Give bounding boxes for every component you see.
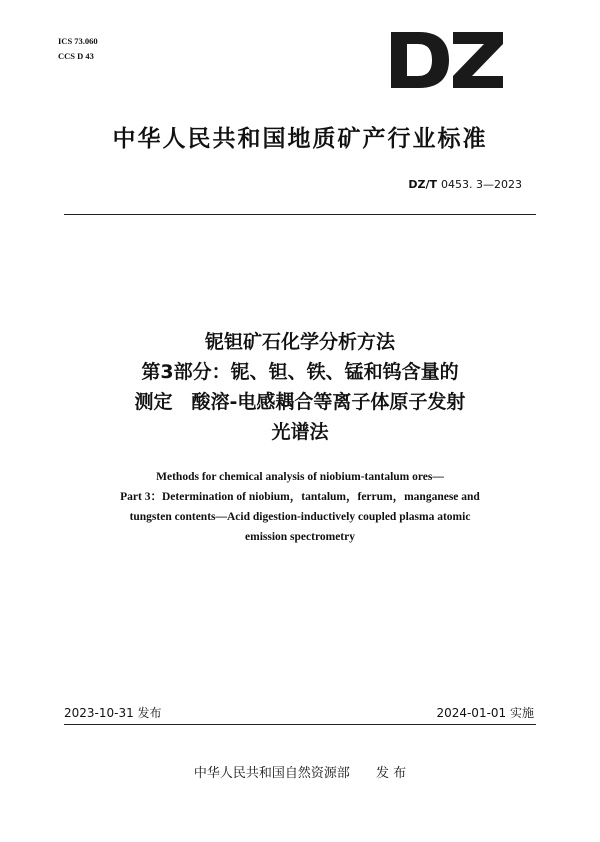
english-title-line: Part 3：Determination of niobium，tantalum，ferrum，manganese and: [120, 491, 480, 503]
dz-logo: [389, 30, 505, 90]
publisher: [0, 762, 600, 781]
standard-category-title: 中华人民共和国地质矿产行业标准: [112, 126, 488, 152]
standard-prefix: DZ/T: [408, 178, 438, 191]
chinese-title-line: 光谱法: [271, 421, 329, 443]
publisher-action: 发 布: [375, 766, 407, 781]
publisher-name: 中华人民共和国自然资源部: [193, 766, 350, 781]
chinese-title-line: 测定 酸溶-电感耦合等离子体原子发射: [134, 391, 466, 413]
english-title-line: Methods for chemical analysis of niobium-tantalum ores—: [156, 471, 444, 483]
english-title: [0, 467, 600, 547]
english-title-line: emission spectrometry: [245, 531, 355, 543]
issue-date: 2023-10-31 发布: [64, 706, 162, 720]
classification-codes: [58, 34, 98, 64]
chinese-title-line: 铌钽矿石化学分析方法: [204, 331, 395, 353]
ccs-code: CCS D 43: [58, 51, 94, 61]
bottom-divider: [64, 724, 536, 725]
ics-code: ICS 73.060: [58, 36, 98, 46]
standard-code: 0453. 3—2023: [441, 178, 522, 191]
chinese-title-line: 第3部分：铌、钽、铁、锰和钨含量的: [141, 361, 459, 383]
english-title-line: tungsten contents—Acid digestion-inductively coupled plasma atomic: [129, 511, 471, 523]
top-divider: [64, 214, 536, 215]
standard-number: [408, 178, 522, 191]
chinese-title: [0, 327, 600, 447]
implementation-date: 2024-01-01 实施: [436, 706, 534, 720]
